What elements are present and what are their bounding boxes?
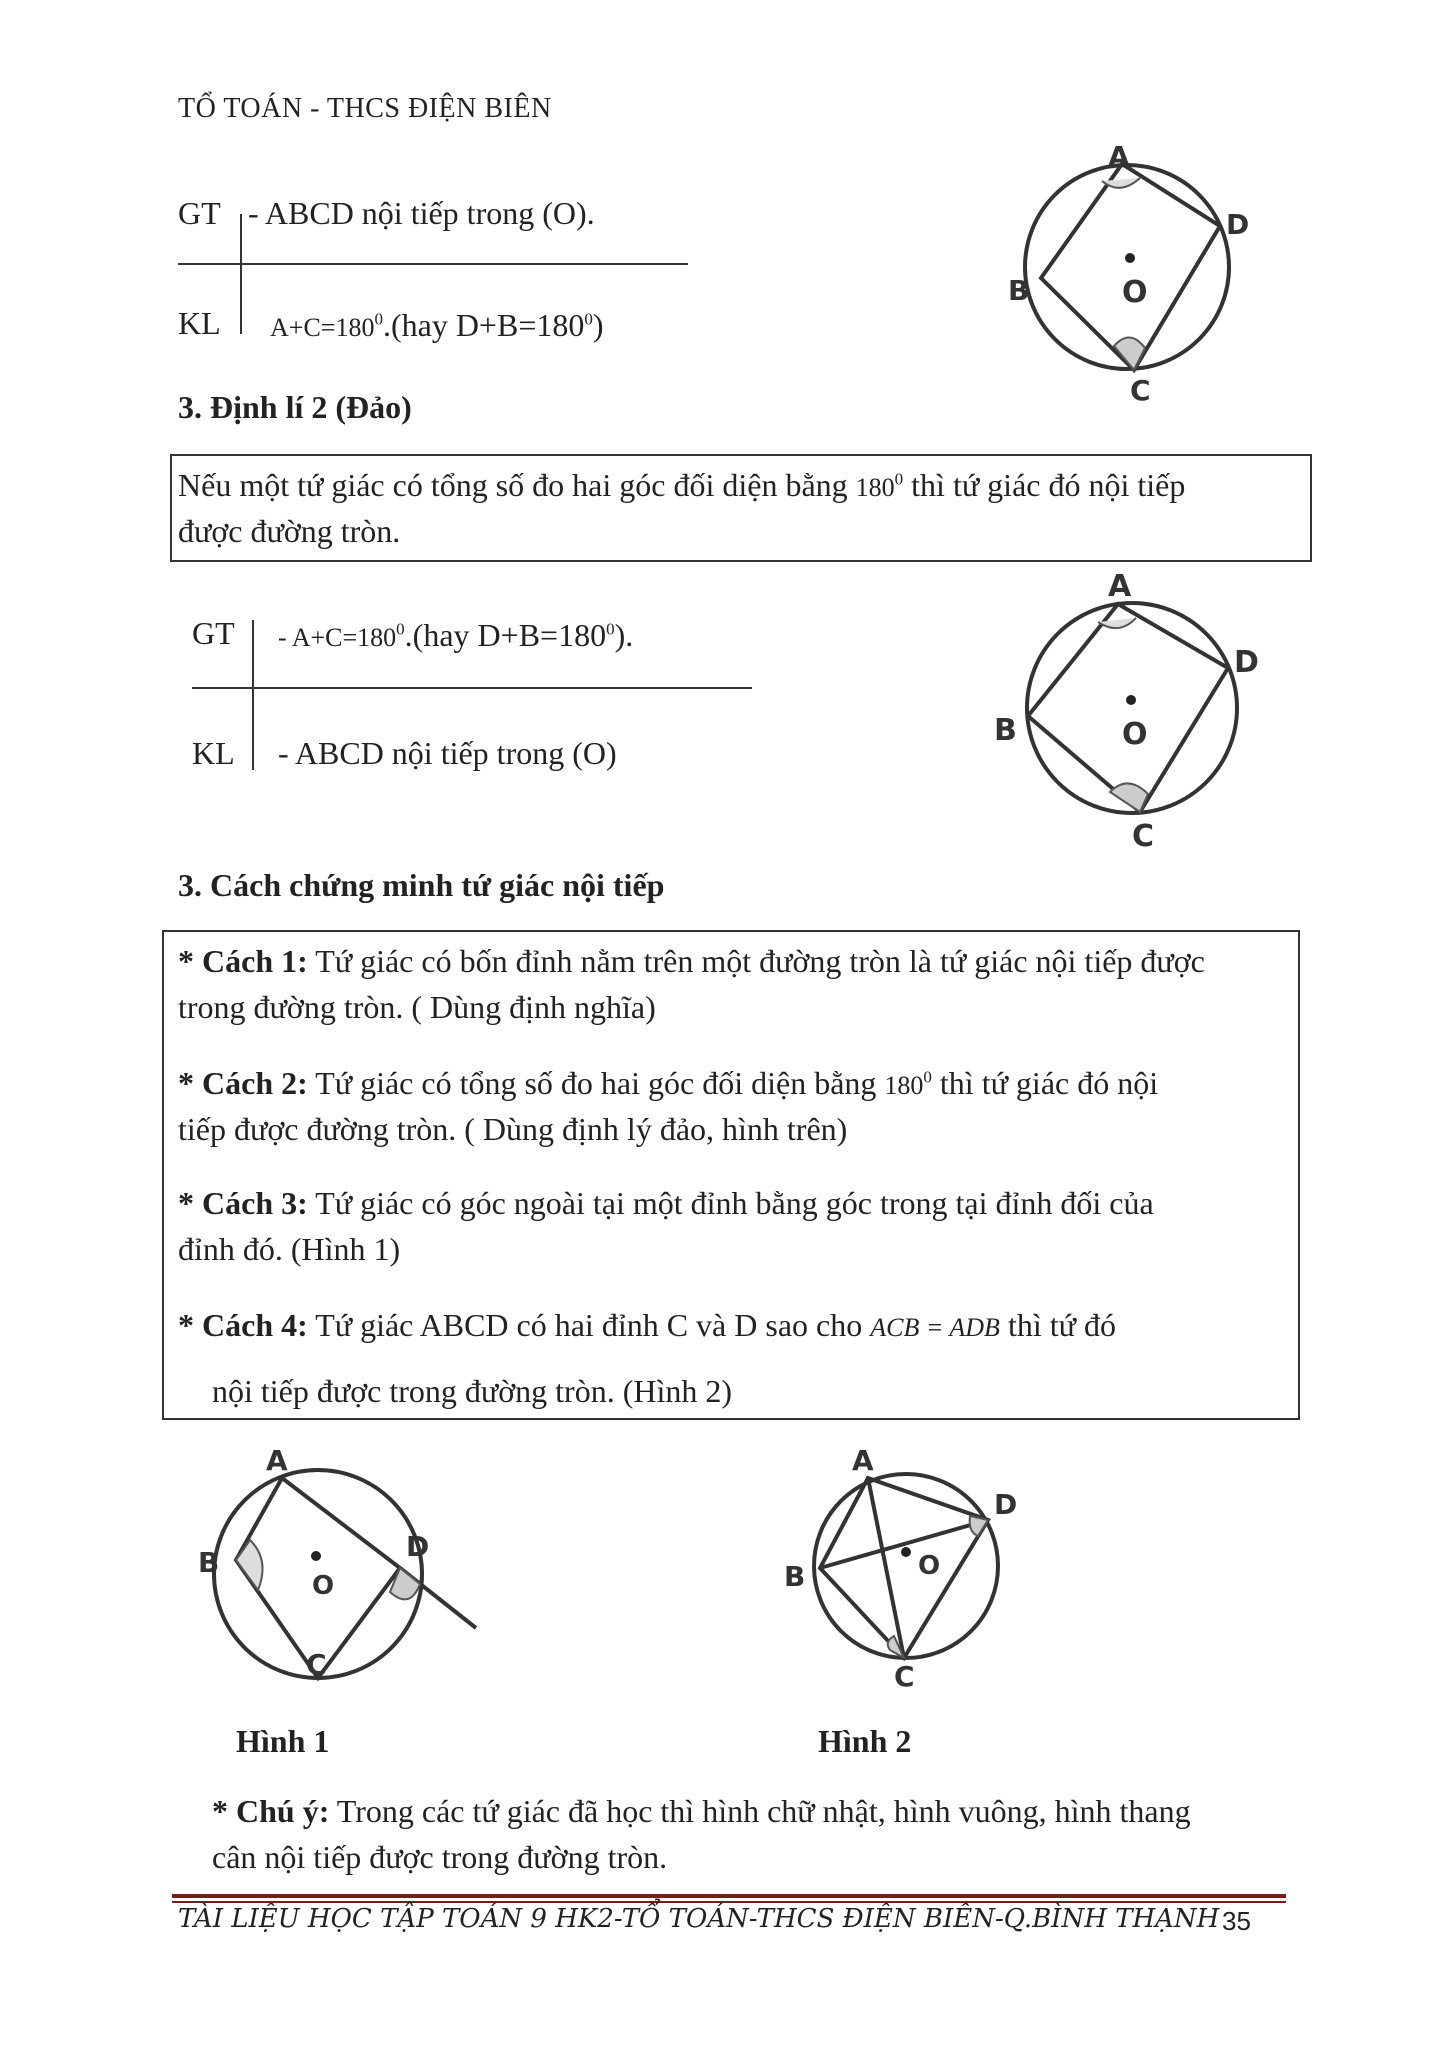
theorem2-figure [984,560,1284,860]
table-rule-2 [192,687,752,689]
footer-text: TÀI LIỆU HỌC TẬP TOÁN 9 HK2-TỔ TOÁN-THCS ĐIỆN BIÊN-Q.BÌNH THẠNH [178,1904,1220,1934]
methods-box [162,930,1300,1420]
label-d-fig2: D [994,1488,1018,1521]
table-divider [240,214,242,334]
label-a: A [1108,140,1130,173]
label-d: D [1226,208,1250,241]
methods-heading: 3. Cách chứng minh tứ giác nội tiếp [178,867,665,903]
label-d-2: D [1234,645,1259,680]
label-o-2: O [1122,717,1148,752]
label-c: C [1130,374,1151,406]
quad-fig2 [820,1478,988,1658]
fig1-caption: Hình 1 [236,1723,330,1759]
figure-hinh-1 [190,1440,490,1700]
label-b-2: B [994,713,1017,748]
method2-line1: * Cách 2: Tứ giác có tổng số đo hai góc đối diện bằng $180^0$ thì tứ giác đó nội [178,1065,1159,1101]
kl-text: $A+C=180^0.(hay$ $D+B=180^0$) [270,307,604,343]
theorem2-line2: được đường tròn. [178,513,401,549]
label-b-fig2: B [784,1560,806,1593]
kl-label-2: KL [192,735,235,771]
table-rule [178,263,688,265]
page-number: 35 [1222,1906,1251,1936]
table-divider-2 [252,620,254,770]
method3-line1: * Cách 3: Tứ giác có góc ngoài tại một đỉnh bằng góc trong tại đỉnh đối của [178,1185,1154,1221]
theorem2-box [170,454,1312,562]
page-header: TỔ TOÁN - THCS ĐIỆN BIÊN [178,93,552,124]
label-o: O [1122,275,1148,310]
note-line1: * Chú ý: Trong các tứ giác đã học thì hình chữ nhật, hình vuông, hình thang [212,1793,1191,1829]
label-b: B [1008,274,1030,307]
gt-label-2: GT [192,615,235,651]
label-b-fig1: B [198,1546,220,1579]
label-d-fig1: D [406,1530,430,1563]
gt-label: GT [178,195,221,231]
label-c-2: C [1132,819,1155,854]
label-o-fig2: O [918,1551,941,1581]
theorem1-figure [990,136,1260,406]
kl-text-2: - ABCD nội tiếp trong (O) [278,735,617,771]
method1-line1: * Cách 1: Tứ giác có bốn đỉnh nằm trên một đường tròn là tứ giác nội tiếp được [178,943,1205,979]
label-c-fig2: C [894,1660,915,1693]
fig2-caption: Hình 2 [818,1723,912,1759]
label-a-2: A [1108,569,1132,604]
center-dot [1125,253,1135,263]
angle-c-2 [1110,783,1148,812]
center-dot-fig1 [311,1551,321,1561]
center-dot-fig2 [901,1547,911,1557]
method4-line1: * Cách 4: Tứ giác ABCD có hai đỉnh C và D sao cho ACB = ADB thì tứ đó [178,1307,1116,1343]
gt-text-2: - $A+C=180^0.(hay$ $D+B=180^0$). [278,617,634,653]
footer-rule-bottom [172,1901,1286,1903]
kl-label: KL [178,305,221,341]
theorem2-line1: Nếu một tứ giác có tổng số đo hai góc đối diện bằng $180^0$ thì tứ giác đó nội tiếp [178,467,1186,503]
method3-line2: đỉnh đó. (Hình 1) [178,1231,401,1267]
label-a-fig1: A [266,1444,288,1477]
method2-line2: tiếp được đường tròn. ( Dùng định lý đảo, hình trên) [178,1111,848,1147]
label-a-fig2: A [852,1444,874,1477]
method1-line2: trong đường tròn. ( Dùng định nghĩa) [178,989,656,1025]
method4-line2: nội tiếp được trong đường tròn. (Hình 2) [212,1373,733,1409]
theorem2-heading: 3. Định lí 2 (Đảo) [178,389,412,425]
label-o-fig1: O [312,1571,335,1601]
circle-fig2 [814,1474,998,1658]
center-dot-2 [1126,695,1136,705]
angle-d-fig2 [970,1516,988,1536]
label-c-fig1: C [306,1648,327,1681]
figure-hinh-2 [780,1436,1040,1696]
gt-text: - ABCD nội tiếp trong (O). [248,195,595,231]
footer-rule-top [172,1894,1286,1898]
note-line2: cân nội tiếp được trong đường tròn. [212,1839,668,1875]
diagonal-ac [868,1478,904,1658]
